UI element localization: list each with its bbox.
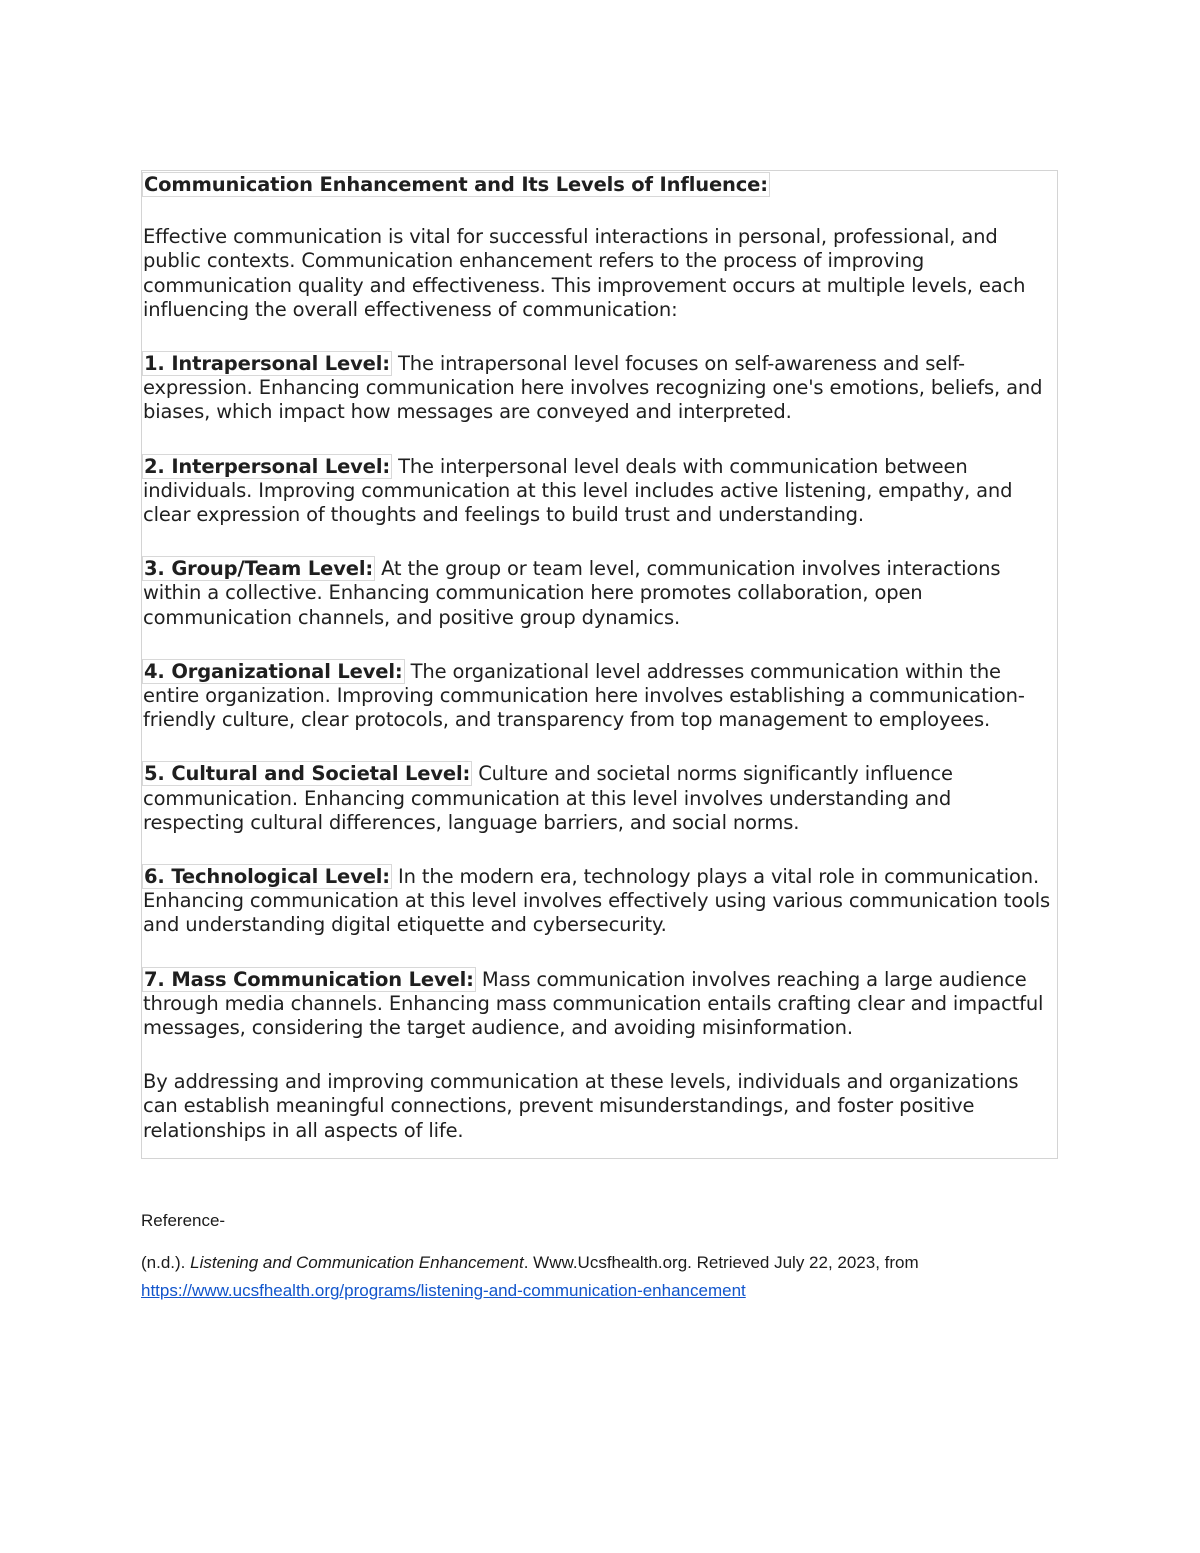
title-line [143,172,1057,197]
citation-title: Listening and Communication Enhancement [190,1253,524,1272]
level-text-2: The interpersonal level deals with communication between individuals. Improving communication at this level includes active listening, empathy, and clear expression of thoughts and feelings to build trust and understanding. [143,454,1013,527]
intro-paragraph: Effective communication is vital for successful interactions in personal, professional, and public contexts. Communication enhancement refers to the process of improving communication quality and effectiveness. This improvement occurs at multiple levels, each influencing the overall effectiveness of communication: [143,225,1026,321]
level-paragraph-4 [143,660,1057,733]
level-paragraph-6 [143,865,1057,938]
level-heading-3: 3. Group/Team Level: [144,557,374,581]
level-paragraph-3 [143,557,1057,630]
level-paragraph-1 [143,352,1057,425]
content-box [141,170,1058,1159]
level-heading-7: 7. Mass Communication Level: [144,967,474,991]
document-title: Communication Enhancement and Its Levels of Influence: [144,173,768,196]
level-paragraph-2 [143,455,1057,528]
reference-block [141,1207,1071,1305]
level-text-7: Mass communication involves reaching a large audience through media channels. Enhancing mass communication entails crafting clear and impactful messages, considering the target audience, and avoiding misinformation. [143,967,1044,1040]
reference-label: Reference- [141,1211,226,1230]
level-text-3: At the group or team level, communication involves interactions within a collective. Enhancing communication here promotes collaboration, open communication channels, and positive group dynamics. [143,557,1001,629]
citation-source: . Www.Ucsfhealth.org. Retrieved July 22, 2023, from [523,1253,919,1272]
level-text-4: The organizational level addresses communication within the entire organization. Improving communication here involves establishing a communication-friendly culture, clear protocols, and transparency from top management to employees. [143,659,1025,732]
level-paragraph-5 [143,762,1057,835]
level-heading-5: 5. Cultural and Societal Level: [144,762,471,786]
level-heading-2: 2. Interpersonal Level: [144,454,391,478]
reference-link[interactable]: https://www.ucsfhealth.org/programs/listening-and-communication-enhancement [141,1281,746,1300]
level-text-5: Culture and societal norms significantly influence communication. Enhancing communication at this level involves understanding and respecting cultural differences, language barriers, and social norms. [143,762,953,834]
level-heading-6: 6. Technological Level: [144,865,390,889]
conclusion-paragraph: By addressing and improving communication at these levels, individuals and organizations can establish meaningful connections, prevent misunderstandings, and foster positive relationships in all aspects of life. [143,1070,1019,1142]
reference-citation [141,1249,1071,1305]
level-heading-1: 1. Intrapersonal Level: [144,352,390,376]
citation-prefix: (n.d.). [141,1253,191,1272]
level-text-1: The intrapersonal level focuses on self-awareness and self-expression. Enhancing communication here involves recognizing one's emotions, beliefs, and biases, which impact how messages are conveyed and interpreted. [143,352,1043,424]
level-paragraph-7 [143,968,1057,1041]
level-heading-4: 4. Organizational Level: [144,659,403,683]
level-text-6: In the modern era, technology plays a vital role in communication. Enhancing communication at this level involves effectively using various communication tools and understanding digital etiquette and cybersecurity. [143,865,1051,937]
